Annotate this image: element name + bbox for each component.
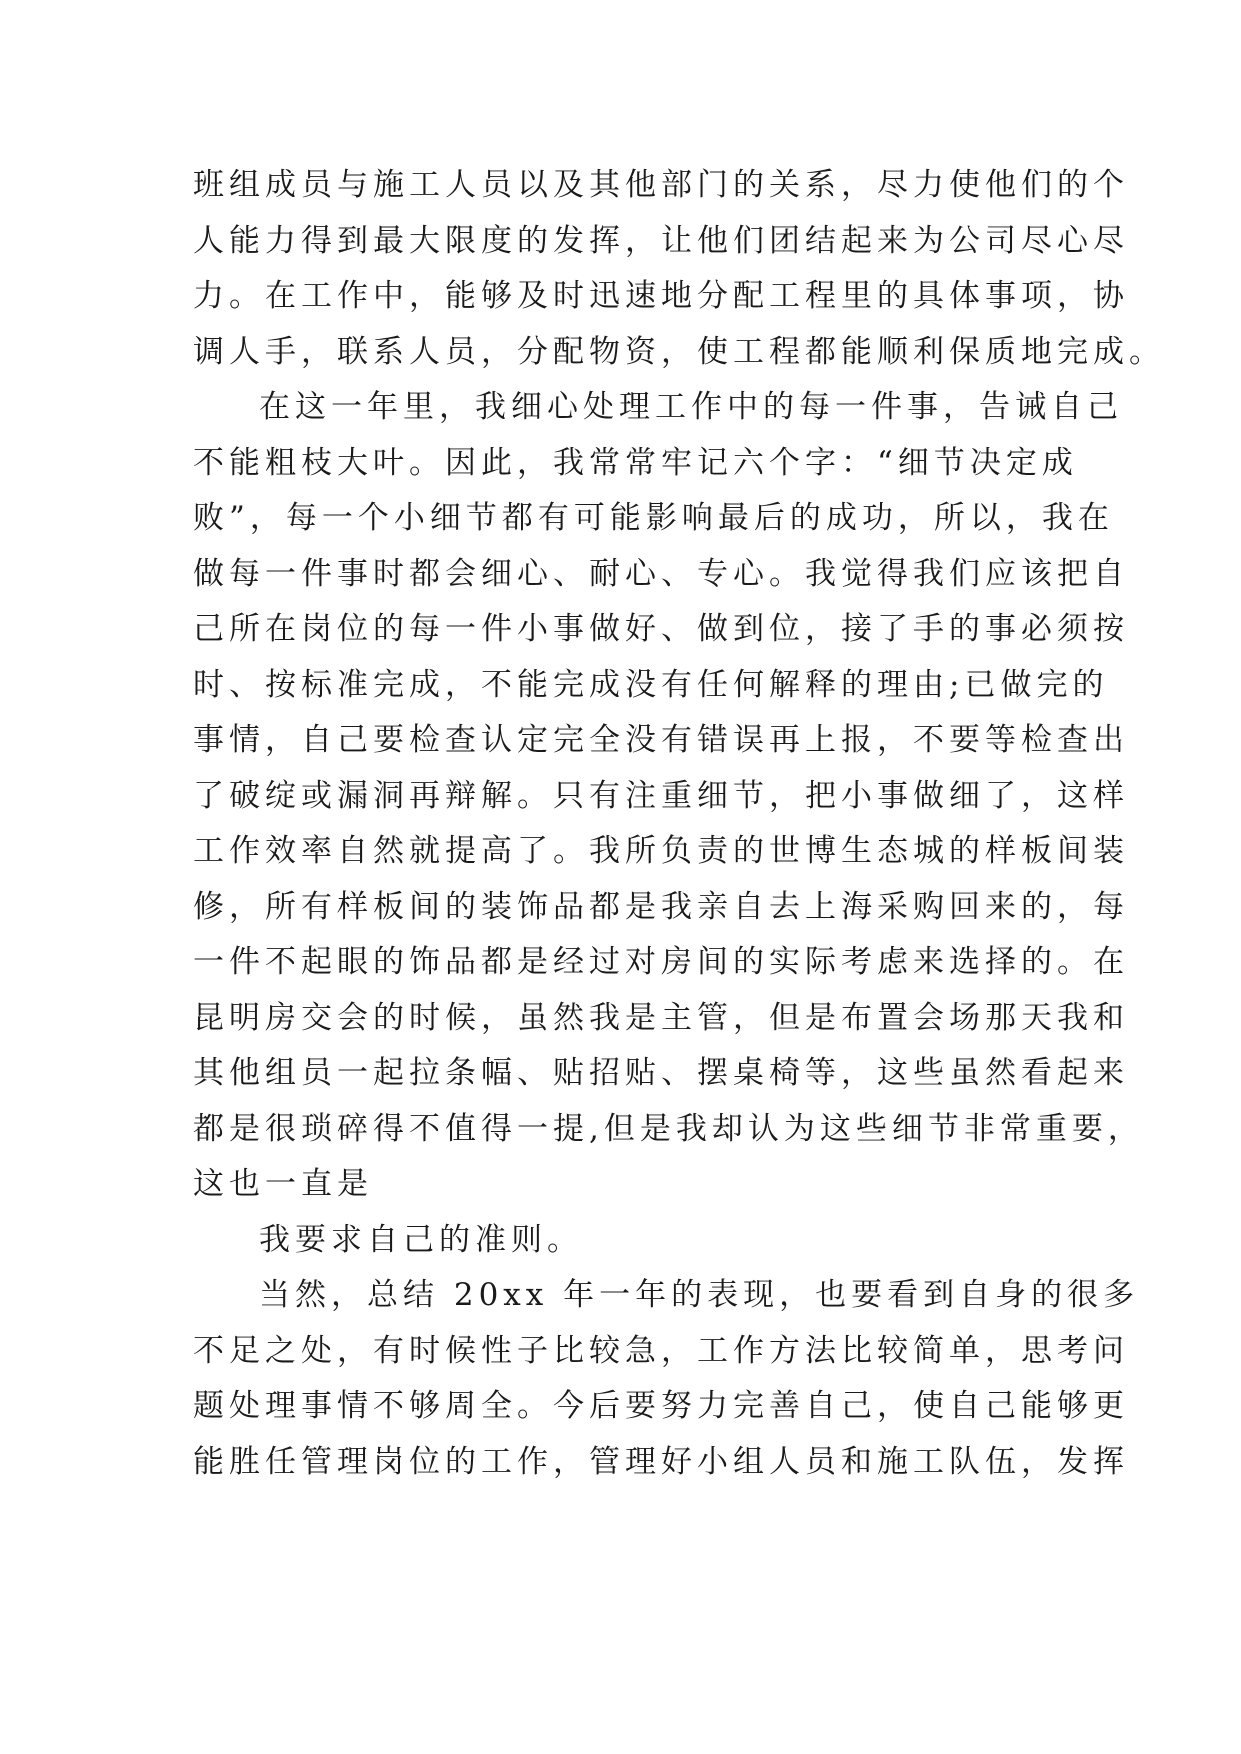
text-line: 其他组员一起拉条幅、贴招贴、摆桌椅等，这些虽然看起来 [193,1055,1129,1091]
text-line: 力。在工作中，能够及时迅速地分配工程里的具体事项，协 [193,278,1129,314]
text-line: 做每一件事时都会细心、耐心、专心。我觉得我们应该把自 [193,555,1129,592]
text-line: 这也一直是 [193,1166,373,1202]
text-line: 不足之处，有时候性子比较急，工作方法比较简单，思考问 [193,1332,1129,1369]
text-line: 昆明房交会的时候，虽然我是主管，但是布置会场那天我和 [193,999,1129,1036]
text-line: 事情，自己要检查认定完全没有错误再上报，不要等检查出 [193,722,1129,758]
text-line: 班组成员与施工人员以及其他部门的关系，尽力使他们的个 [193,167,1129,203]
text-line: 能胜任管理岗位的工作，管理好小组人员和施工队伍，发挥 [193,1443,1129,1480]
text-line: 时、按标准完成，不能完成没有任何解释的理由;已做完的 [193,666,1109,703]
text-line: 人能力得到最大限度的发挥，让他们团结起来为公司尽心尽 [193,222,1129,259]
text-line: 一件不起眼的饰品都是经过对房间的实际考虑来选择的。在 [193,944,1129,980]
text-line: 修，所有样板间的装饰品都是我亲自去上海采购回来的，每 [193,888,1129,925]
body-text [193,158,1165,1490]
text-line: 不能粗枝大叶。因此，我常常牢记六个字：“细节决定成 [193,444,1078,481]
paragraph-first-line: 我要求自己的准则。 [259,1221,583,1258]
text-line: 工作效率自然就提高了。我所负责的世博生态城的样板间装 [193,833,1129,869]
text-line: 了破绽或漏洞再辩解。只有注重细节，把小事做细了，这样 [193,777,1129,814]
text-line: 败”，每一个小细节都有可能影响最后的成功，所以，我在 [193,500,1114,536]
text-line: 调人手，联系人员，分配物资，使工程都能顺利保质地完成。 [193,333,1165,370]
text-line: 题处理事情不够周全。今后要努力完善自己，使自己能够更 [193,1388,1129,1424]
text-line: 己所在岗位的每一件小事做好、做到位，接了手的事必须按 [193,611,1129,647]
paragraph-first-line: 在这一年里，我细心处理工作中的每一件事，告诫自己 [259,389,1123,425]
paragraph-first-line: 当然，总结 20xx 年一年的表现，也要看到自身的很多 [259,1277,1140,1313]
text-line: 都是很琐碎得不值得一提,但是我却认为这些细节非常重要， [193,1110,1144,1147]
